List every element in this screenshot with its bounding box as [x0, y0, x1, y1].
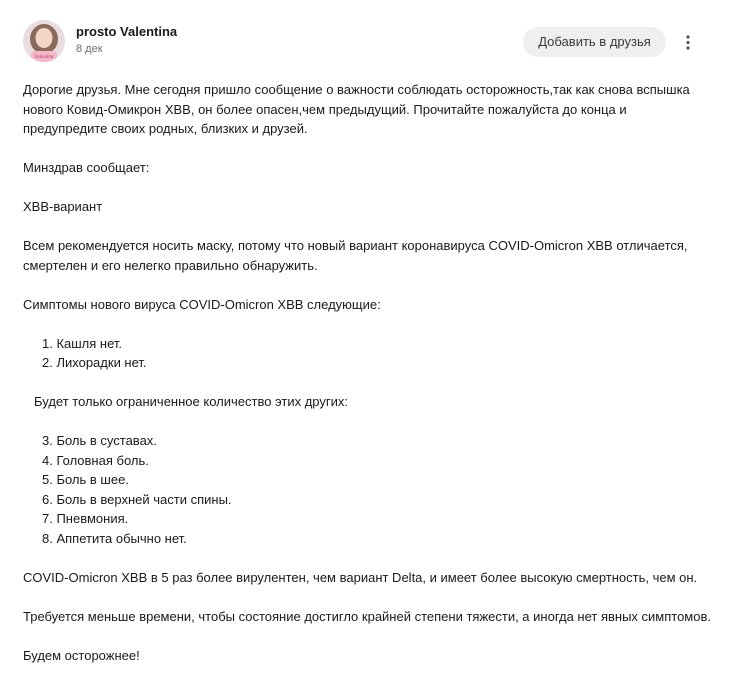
post-ministry-line: Минздрав сообщает: — [23, 160, 150, 175]
post-intro: Дорогие друзья. Мне сегодня пришло сообщение о важности соблюдать осторожность,так как снова вспышка нового Ковид-Омикрон ХВВ, он более опасен,чем предыдущий. Прочитайте пожалуйста до конца и предупредите своих родных, близких и друзей. — [23, 82, 690, 136]
list-item: 5. Боль в шее. — [42, 472, 129, 487]
list-item: 4. Головная боль. — [42, 452, 149, 468]
symptoms-list-primary — [23, 334, 713, 373]
list-item: 6. Боль в верхней части спины. — [42, 491, 232, 507]
list-item: 1. Кашля нет. — [42, 335, 123, 351]
avatar-caption: Valentina — [34, 55, 54, 60]
symptoms-list-secondary — [23, 431, 713, 548]
post-limited-heading: Будет только ограниченное количество этих других: — [34, 394, 348, 409]
avatar[interactable] — [23, 20, 65, 62]
post-symptoms-heading: Симптомы нового вируса COVID-Omicron XBB следующие: — [23, 296, 381, 312]
post-header — [0, 0, 729, 70]
author-name[interactable]: prosto Valentina — [76, 24, 178, 39]
post-closing: Будем осторожнее! — [23, 647, 140, 663]
list-item: 8. Аппетита обычно нет. — [42, 530, 187, 546]
list-item: 3. Боль в суставах. — [42, 433, 157, 448]
more-button[interactable] — [676, 30, 700, 54]
post-virulence: COVID-Omicron XBB в 5 раз более вирулентен, чем вариант Delta, и имеет более высокую смертность, чем он. — [23, 569, 698, 585]
more-vertical-icon — [676, 30, 700, 54]
avatar-image — [23, 20, 65, 62]
post-variant-line: ХВВ-вариант — [23, 199, 103, 214]
post-severity: Требуется меньше времени, чтобы состояние достигло крайней степени тяжести, а иногда нет явных симптомов. — [23, 608, 711, 624]
list-item: 7. Пневмония. — [42, 511, 129, 526]
post-body — [23, 80, 713, 665]
add-friend-button[interactable]: Добавить в друзья — [523, 27, 666, 57]
post-recommendation: Всем рекомендуется носить маску, потому что новый вариант коронавируса COVID-Omicron XBB отличается, смертелен и его нелегко правильно обнаружить. — [23, 238, 688, 273]
post-date[interactable]: 8 дек — [76, 43, 103, 55]
list-item: 2. Лихорадки нет. — [42, 355, 147, 370]
